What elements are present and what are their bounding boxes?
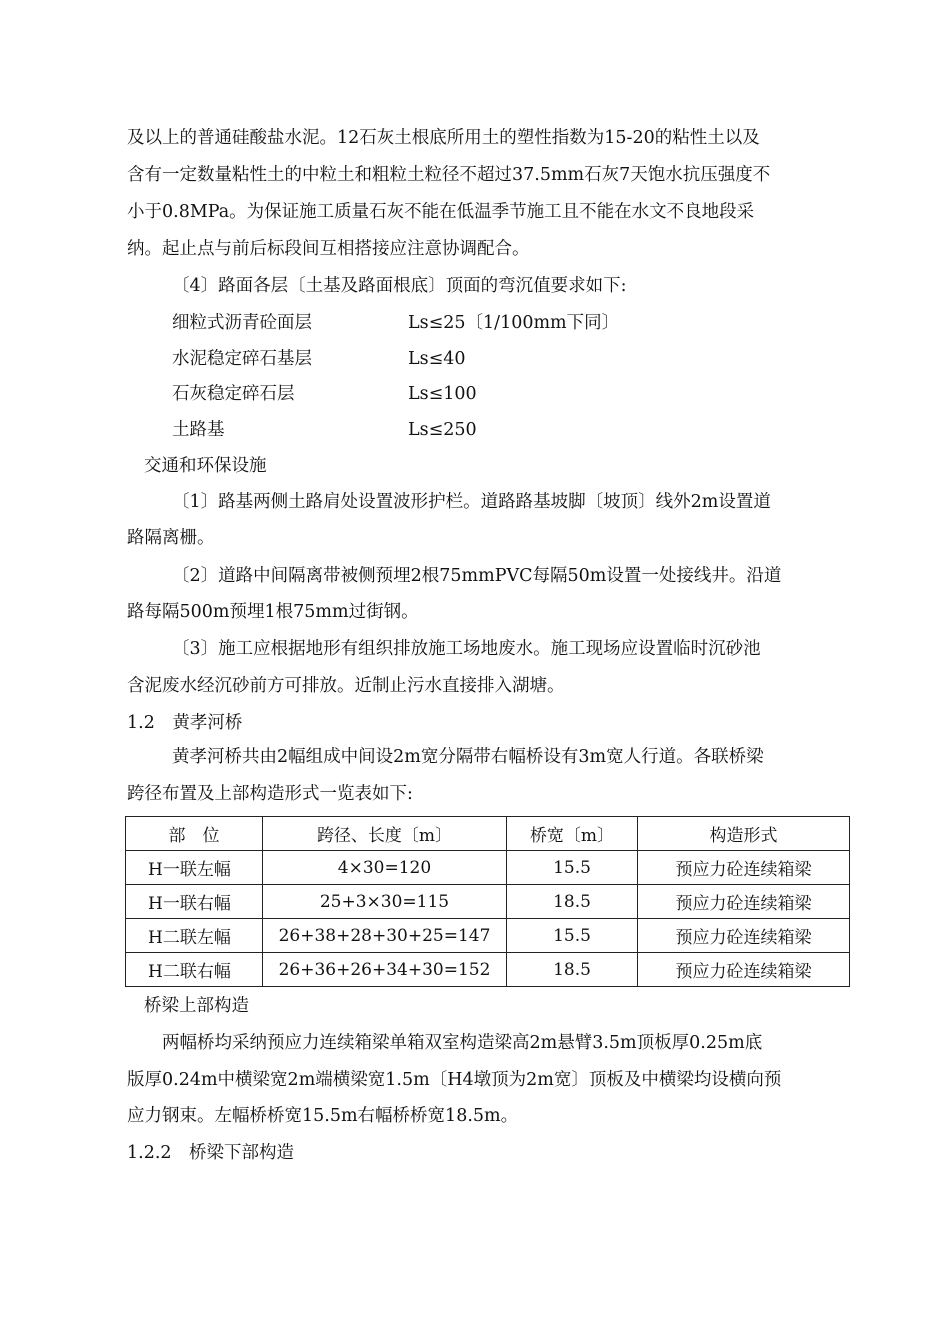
deflection-layer-name: 土路基 [172,420,225,440]
section-number-heading: 1.2.2 桥梁下部构造 [127,1143,295,1163]
table-cell: 预应力砼连续箱梁 [638,953,850,987]
table-cell: 预应力砼连续箱梁 [638,851,850,885]
deflection-layer-value: Ls≤25〔1/100mm下同〕 [408,313,620,333]
body-text-line: 含有一定数量粘性土的中粒土和粗粒土粒径不超过37.5mm石灰7天饱水抗压强度不 [127,165,771,185]
table-row [126,919,850,953]
body-text-line: 路隔离栅。 [127,528,215,548]
table-header-cell: 构造形式 [638,817,850,851]
table-header-cell: 桥宽〔m〕 [507,817,638,851]
table-cell: 18.5 [507,953,638,987]
table-row [126,851,850,885]
body-text-line: 跨径布置及上部构造形式一览表如下: [127,784,413,804]
bridge-span-table [125,816,850,987]
section-number-heading: 1.2 黄孝河桥 [127,713,243,733]
table-cell: 18.5 [507,885,638,919]
body-text-line: 〔1〕路基两侧土路肩处设置波形护栏。道路路基坡脚〔坡顶〕线外2m设置道 [172,492,771,512]
section-heading: 桥梁上部构造 [144,996,249,1016]
deflection-intro: 〔4〕路面各层〔土基及路面根底〕顶面的弯沉值要求如下: [172,276,627,296]
body-text-line: 应力钢束。左幅桥桥宽15.5m右幅桥桥宽18.5m。 [127,1106,519,1126]
body-text-line: 路每隔500m预埋1根75mm过街钢。 [127,602,419,622]
body-text-line: 纳。起止点与前后标段间互相搭接应注意协调配合。 [127,239,530,259]
deflection-layer-name: 细粒式沥青砼面层 [172,313,312,333]
table-cell: 26+36+26+34+30=152 [263,953,507,987]
section-heading: 交通和环保设施 [144,456,267,476]
body-text-line: 含泥废水经沉砂前方可排放。近制止污水直接排入湖塘。 [127,676,565,696]
table-header-row [126,817,850,851]
table-cell: 15.5 [507,851,638,885]
deflection-layer-name: 水泥稳定碎石基层 [172,349,312,369]
table-cell: 25+3×30=115 [263,885,507,919]
deflection-layer-name: 石灰稳定碎石层 [172,384,295,404]
table-row [126,953,850,987]
deflection-layer-value: Ls≤100 [408,384,477,404]
table-cell: 预应力砼连续箱梁 [638,885,850,919]
body-text-line: 〔2〕道路中间隔离带被侧预埋2根75mmPVC每隔50m设置一处接线井。沿道 [172,566,782,586]
table-cell: H一联右幅 [126,885,263,919]
body-text-line: 小于0.8MPa。为保证施工质量石灰不能在低温季节施工且不能在水文不良地段采 [127,202,755,222]
body-text-line: 两幅桥均采纳预应力连续箱梁单箱双室构造梁高2m悬臂3.5m顶板厚0.25m底 [162,1033,763,1053]
table-cell: 15.5 [507,919,638,953]
table-header-cell: 部 位 [126,817,263,851]
body-text-line: 〔3〕施工应根据地形有组织排放施工场地废水。施工现场应设置临时沉砂池 [172,639,761,659]
table-cell: H一联左幅 [126,851,263,885]
table-row [126,885,850,919]
deflection-layer-value: Ls≤40 [408,349,466,369]
table-cell: H二联左幅 [126,919,263,953]
table-cell: 4×30=120 [263,851,507,885]
table-cell: 26+38+28+30+25=147 [263,919,507,953]
table-header-cell: 跨径、长度〔m〕 [263,817,507,851]
body-text-line: 及以上的普通硅酸盐水泥。12石灰土根底所用土的塑性指数为15-20的粘性土以及 [127,128,760,148]
deflection-layer-value: Ls≤250 [408,420,477,440]
body-text-line: 版厚0.24m中横梁宽2m端横梁宽1.5m〔H4墩顶为2m宽〕顶板及中横梁均设横向预 [127,1070,782,1090]
table-cell: H二联右幅 [126,953,263,987]
table-cell: 预应力砼连续箱梁 [638,919,850,953]
body-text-line: 黄孝河桥共由2幅组成中间设2m宽分隔带右幅桥设有3m宽人行道。各联桥梁 [172,747,764,767]
